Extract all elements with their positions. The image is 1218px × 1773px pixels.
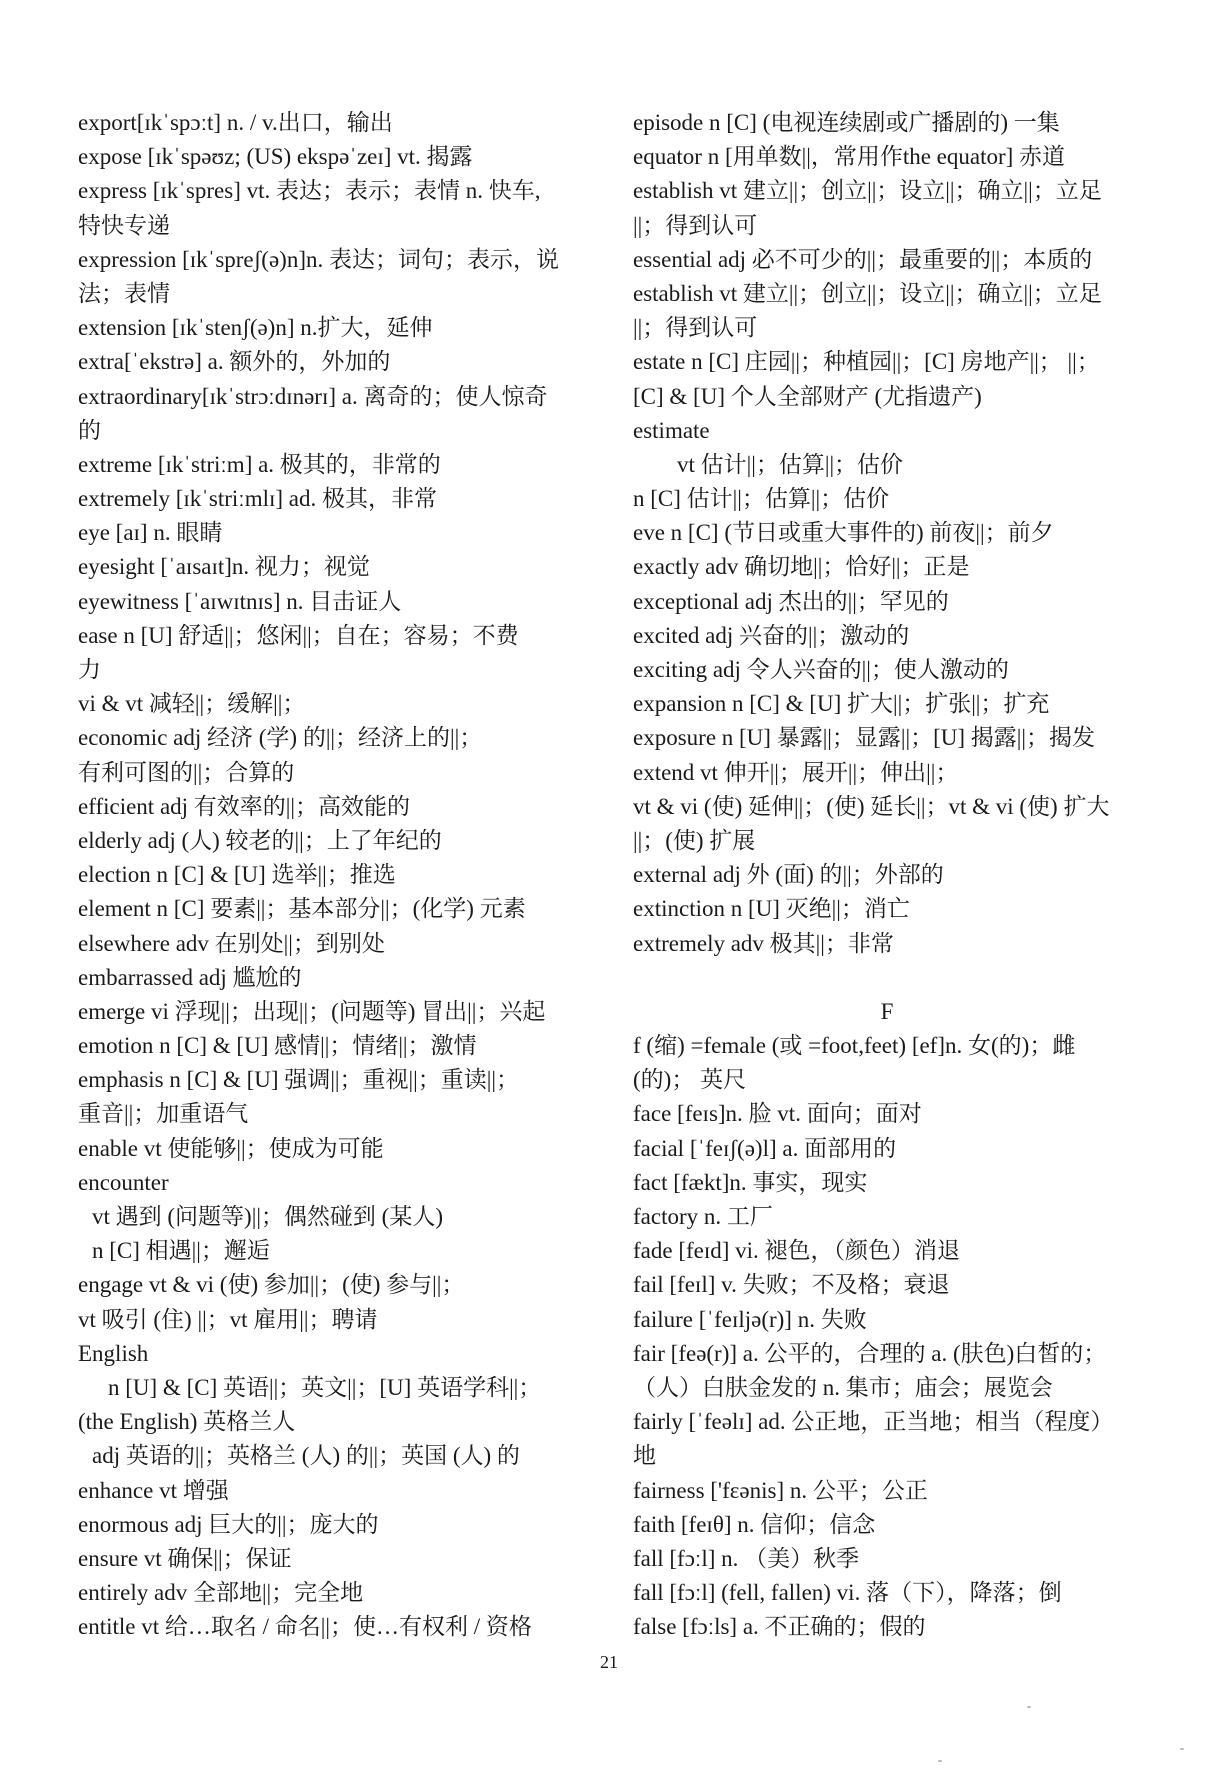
- entry-line: faith [feɪθ] n. 信仰；信念: [633, 1511, 876, 1537]
- entry-line: fact [fækt]n. 事实，现实: [633, 1169, 868, 1195]
- entry-line: enormous adj 巨大的||；庞大的: [78, 1511, 379, 1537]
- entry-line: （人）白肤金发的 n. 集市；庙会；展览会: [633, 1374, 1053, 1400]
- entry-line: enable vt 使能够||；使成为可能: [78, 1135, 384, 1161]
- entry-line: f (缩) =female (或 =foot,feet) [ef]n. 女(的)；雌: [633, 1033, 1076, 1059]
- entry-line: 有利可图的||；合算的: [78, 759, 295, 785]
- entry-line: eye [aɪ] n. 眼睛: [78, 520, 223, 546]
- entry-line: element n [C] 要素||；基本部分||；(化学) 元素: [78, 896, 526, 922]
- entry-line: fall [fɔːl] n. （美）秋季: [633, 1545, 860, 1571]
- entry-line: economic adj 经济 (学) 的||；经济上的||；: [78, 725, 483, 751]
- entry-line: false [fɔːls] a. 不正确的；假的: [633, 1614, 926, 1640]
- entry-line: expansion n [C] & [U] 扩大||；扩张||；扩充: [633, 691, 1050, 717]
- entry-line: fairly [ˈfeəlɪ] ad. 公正地，正当地；相当（程度）: [633, 1409, 1114, 1435]
- entry-line: emphasis n [C] & [U] 强调||；重视||；重读||；: [78, 1067, 519, 1093]
- entry-line: extreme [ɪkˈstriːm] a. 极其的，非常的: [78, 451, 441, 477]
- entry-line: vt 吸引 (住) ||；vt 雇用||；聘请: [78, 1306, 378, 1332]
- entry-line: 地: [633, 1443, 656, 1469]
- entry-line: adj 英语的||；英格兰 (人) 的||；英国 (人) 的: [92, 1443, 520, 1469]
- entry-line: facial [ˈfeɪʃ(ə)l] a. 面部用的: [633, 1135, 897, 1161]
- right-column: [633, 106, 1141, 1644]
- entry-line: 的: [78, 417, 101, 443]
- entry-line: express [ɪkˈspres] vt. 表达；表示；表情 n. 快车,: [78, 178, 541, 204]
- scan-speck: [938, 1760, 942, 1762]
- entry-line: ||；得到认可: [633, 315, 758, 341]
- entry-line: expose [ɪkˈspəʊz; (US) ekspəˈzeɪ] vt. 揭露: [78, 144, 473, 170]
- entry-line: exactly adv 确切地||；恰好||；正是: [633, 554, 970, 580]
- entry-line: eyesight [ˈaɪsaɪt]n. 视力；视觉: [78, 554, 370, 580]
- entry-line: export[ɪkˈspɔːt] n. / v.出口，输出: [78, 110, 393, 135]
- blank-line: [633, 961, 1141, 995]
- entry-line: ensure vt 确保||；保证: [78, 1545, 292, 1571]
- entry-line: external adj 外 (面) 的||；外部的: [633, 862, 944, 888]
- entry-line: equator n [用单数||，常用作the equator] 赤道: [633, 144, 1066, 170]
- entry-line: expression [ɪkˈspreʃ(ə)n]n. 表达；词句；表示，说: [78, 246, 559, 272]
- entry-line: exposure n [U] 暴露||；显露||；[U] 揭露||；揭发: [633, 725, 1096, 751]
- entry-line: embarrassed adj 尴尬的: [78, 964, 302, 990]
- entry-line: vt 遇到 (问题等)||；偶然碰到 (某人): [92, 1204, 443, 1229]
- entry-line: n [C] 相遇||；邂逅: [92, 1238, 270, 1264]
- scan-speck: [1027, 1706, 1031, 1708]
- entry-line: extra[ˈekstrə] a. 额外的，外加的: [78, 349, 391, 375]
- entry-line: fair [feə(r)] a. 公平的，合理的 a. (肤色)白皙的；: [633, 1340, 1107, 1366]
- entry-line: face [feɪs]n. 脸 vt. 面向；面对: [633, 1101, 922, 1127]
- entry-line: estate n [C] 庄园||；种植园||；[C] 房地产||； ||；: [633, 349, 1100, 375]
- entry-line: extension [ɪkˈstenʃ(ə)n] n.扩大，延伸: [78, 315, 433, 341]
- entry-line: elsewhere adv 在别处||；到别处: [78, 930, 385, 956]
- entry-line: fairness ['fɛənis] n. 公平；公正: [633, 1477, 928, 1503]
- entry-line: entitle vt 给…取名 / 命名||；使…有权利 / 资格: [78, 1614, 532, 1640]
- entry-line: ease n [U] 舒适||；悠闲||；自在；容易；不费: [78, 622, 519, 648]
- entry-line: engage vt & vi (使) 参加||；(使) 参与||；: [78, 1272, 465, 1298]
- entry-line: ||；得到认可: [633, 212, 758, 238]
- entry-line: vt 估计||；估算||；估价: [677, 451, 904, 477]
- entry-line: emotion n [C] & [U] 感情||；情绪||；激情: [78, 1033, 477, 1059]
- entry-line: excited adj 兴奋的||；激动的: [633, 622, 910, 648]
- entry-line: n [C] 估计||；估算||；估价: [633, 486, 890, 512]
- page-number: 21: [600, 1652, 618, 1672]
- entry-line: extinction n [U] 灭绝||；消亡: [633, 896, 910, 922]
- entry-line: vt & vi (使) 延伸||；(使) 延长||；vt & vi (使) 扩大: [633, 793, 1110, 819]
- entry-line: fail [feɪl] v. 失败；不及格；衰退: [633, 1272, 950, 1298]
- entry-line: exciting adj 令人兴奋的||；使人激动的: [633, 657, 1009, 682]
- entry-line: English: [78, 1340, 149, 1366]
- entry-line: encounter: [78, 1169, 169, 1195]
- entry-line: 法；表情: [78, 280, 170, 306]
- scan-speck: [1180, 1748, 1184, 1750]
- entry-line: entirely adv 全部地||；完全地: [78, 1580, 364, 1606]
- entry-line: enhance vt 增强: [78, 1477, 229, 1503]
- entry-line: election n [C] & [U] 选举||；推选: [78, 862, 396, 888]
- section-heading: F: [880, 998, 894, 1024]
- entry-line: essential adj 必不可少的||；最重要的||；本质的: [633, 246, 1093, 272]
- entry-line: establish vt 建立||；创立||；设立||；确立||；立足: [633, 178, 1102, 204]
- entry-line: efficient adj 有效率的||；高效能的: [78, 793, 411, 819]
- entry-line: extremely [ɪkˈstriːmlɪ] ad. 极其，非常: [78, 486, 437, 512]
- entry-line: factory n. 工厂: [633, 1204, 773, 1229]
- entry-line: (the English) 英格兰人: [78, 1409, 296, 1435]
- entry-line: extend vt 伸开||；展开||；伸出||；: [633, 759, 959, 785]
- entry-line: eyewitness [ˈaɪwɪtnɪs] n. 目击证人: [78, 588, 402, 614]
- entry-line: failure [ˈfeɪljə(r)] n. 失败: [633, 1306, 867, 1332]
- entry-line: emerge vi 浮现||；出现||；(问题等) 冒出||；兴起: [78, 998, 546, 1024]
- entry-line: establish vt 建立||；创立||；设立||；确立||；立足: [633, 280, 1102, 306]
- entry-line: vi & vt 减轻||；缓解||；: [78, 691, 306, 717]
- entry-line: [C] & [U] 个人全部财产 (尤指遗产): [633, 383, 982, 409]
- entry-line: exceptional adj 杰出的||；罕见的: [633, 588, 949, 614]
- entry-line: estimate: [633, 417, 710, 443]
- entry-line: 力: [78, 657, 101, 682]
- entry-line: extraordinary[ɪkˈstrɔːdɪnərɪ] a. 离奇的；使人惊奇: [78, 383, 548, 409]
- entry-line: eve n [C] (节日或重大事件的) 前夜||；前夕: [633, 520, 1054, 546]
- entry-line: extremely adv 极其||；非常: [633, 930, 894, 956]
- entry-line: n [U] & [C] 英语||；英文||；[U] 英语学科||；: [108, 1374, 542, 1400]
- entry-line: ||；(使) 扩展: [633, 827, 756, 853]
- entry-line: (的)； 英尺: [633, 1067, 747, 1093]
- entry-line: 特快专递: [78, 212, 170, 238]
- entry-line: episode n [C] (电视连续剧或广播剧的) 一集: [633, 110, 1060, 135]
- entry-line: fall [fɔːl] (fell, fallen) vi. 落（下），降落；倒: [633, 1580, 1062, 1606]
- entry-line: elderly adj (人) 较老的||；上了年纪的: [78, 827, 442, 853]
- entry-line: 重音||；加重语气: [78, 1101, 249, 1127]
- entry-line: fade [feɪd] vi. 褪色，（颜色）消退: [633, 1238, 961, 1264]
- left-column: [78, 106, 592, 1644]
